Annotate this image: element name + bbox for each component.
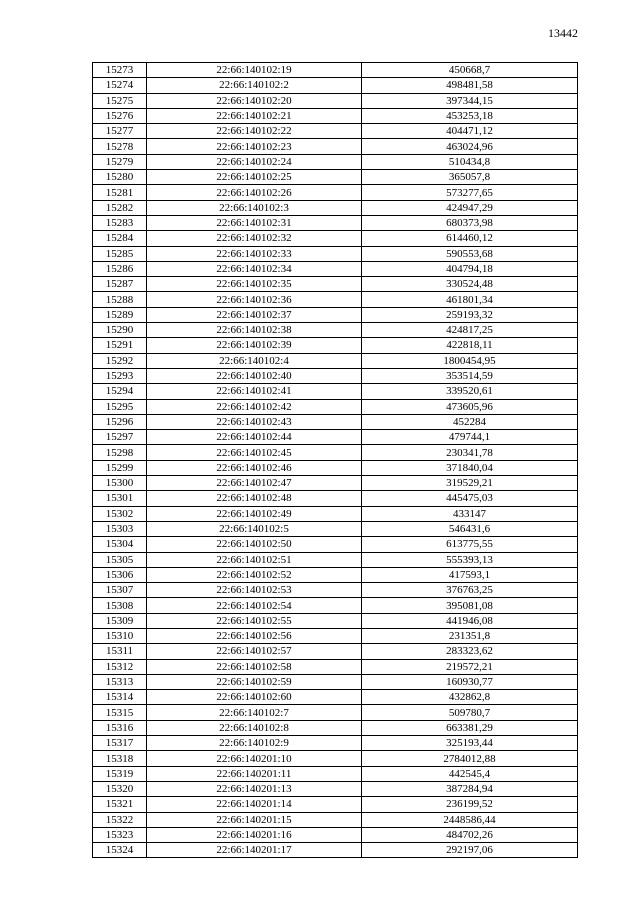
cadastral-number-cell: 22:66:140102:3 (147, 200, 362, 215)
cadastral-value-cell: 452284 (362, 414, 578, 429)
table-row (93, 277, 578, 292)
table-row (93, 674, 578, 689)
row-number-cell: 15284 (93, 231, 147, 246)
table-row (93, 491, 578, 506)
table-row (93, 445, 578, 460)
row-number-cell: 15302 (93, 506, 147, 521)
row-number-cell: 15294 (93, 384, 147, 399)
cadastral-value-cell: 219572,21 (362, 659, 578, 674)
cadastral-value-cell: 2784012,88 (362, 751, 578, 766)
cadastral-value-cell: 325193,44 (362, 736, 578, 751)
cadastral-number-cell: 22:66:140201:16 (147, 827, 362, 842)
cadastral-value-cell: 231351,8 (362, 628, 578, 643)
cadastral-value-cell: 498481,58 (362, 78, 578, 93)
row-number-cell: 15301 (93, 491, 147, 506)
cadastral-value-cell: 573277,65 (362, 185, 578, 200)
table-row (93, 430, 578, 445)
cadastral-value-cell: 663381,29 (362, 720, 578, 735)
cadastral-value-cell: 365057,8 (362, 170, 578, 185)
cadastral-value-cell: 484702,26 (362, 827, 578, 842)
table-row (93, 628, 578, 643)
row-number-cell: 15277 (93, 124, 147, 139)
row-number-cell: 15287 (93, 277, 147, 292)
row-number-cell: 15305 (93, 552, 147, 567)
cadastral-number-cell: 22:66:140102:50 (147, 537, 362, 552)
cadastral-number-cell: 22:66:140201:15 (147, 812, 362, 827)
table-row (93, 690, 578, 705)
cadastral-number-cell: 22:66:140102:33 (147, 246, 362, 261)
table-row (93, 384, 578, 399)
cadastral-value-cell: 479744,1 (362, 430, 578, 445)
row-number-cell: 15298 (93, 445, 147, 460)
row-number-cell: 15324 (93, 843, 147, 858)
table-row (93, 323, 578, 338)
row-number-cell: 15290 (93, 323, 147, 338)
cadastral-number-cell: 22:66:140102:46 (147, 460, 362, 475)
cadastral-number-cell: 22:66:140102:8 (147, 720, 362, 735)
row-number-cell: 15299 (93, 460, 147, 475)
cadastral-value-cell: 510434,8 (362, 154, 578, 169)
table-row (93, 414, 578, 429)
row-number-cell: 15319 (93, 766, 147, 781)
cadastral-value-cell: 395081,08 (362, 598, 578, 613)
table-body (93, 63, 578, 858)
table-row (93, 399, 578, 414)
row-number-cell: 15276 (93, 108, 147, 123)
cadastral-value-cell: 353514,59 (362, 368, 578, 383)
cadastral-value-cell: 555393,13 (362, 552, 578, 567)
row-number-cell: 15293 (93, 368, 147, 383)
cadastral-value-cell: 2448586,44 (362, 812, 578, 827)
cadastral-value-cell: 339520,61 (362, 384, 578, 399)
cadastral-number-cell: 22:66:140102:43 (147, 414, 362, 429)
row-number-cell: 15310 (93, 628, 147, 643)
table-row (93, 353, 578, 368)
row-number-cell: 15296 (93, 414, 147, 429)
table-row (93, 736, 578, 751)
cadastral-number-cell: 22:66:140102:9 (147, 736, 362, 751)
cadastral-value-cell: 292197,06 (362, 843, 578, 858)
table-row (93, 261, 578, 276)
cadastral-value-cell: 283323,62 (362, 644, 578, 659)
row-number-cell: 15316 (93, 720, 147, 735)
table-row (93, 200, 578, 215)
table-row (93, 720, 578, 735)
cadastral-number-cell: 22:66:140201:11 (147, 766, 362, 781)
row-number-cell: 15285 (93, 246, 147, 261)
cadastral-value-cell: 613775,55 (362, 537, 578, 552)
cadastral-value-cell: 546431,6 (362, 521, 578, 536)
row-number-cell: 15297 (93, 430, 147, 445)
row-number-cell: 15309 (93, 613, 147, 628)
cadastral-number-cell: 22:66:140102:41 (147, 384, 362, 399)
table-row (93, 583, 578, 598)
table-row (93, 292, 578, 307)
row-number-cell: 15308 (93, 598, 147, 613)
row-number-cell: 15281 (93, 185, 147, 200)
table-row (93, 537, 578, 552)
row-number-cell: 15274 (93, 78, 147, 93)
row-number-cell: 15288 (93, 292, 147, 307)
table-row (93, 170, 578, 185)
table-row (93, 567, 578, 582)
cadastral-value-cell: 424817,25 (362, 323, 578, 338)
cadastral-number-cell: 22:66:140102:5 (147, 521, 362, 536)
cadastral-number-cell: 22:66:140102:57 (147, 644, 362, 659)
cadastral-number-cell: 22:66:140102:21 (147, 108, 362, 123)
row-number-cell: 15314 (93, 690, 147, 705)
cadastral-number-cell: 22:66:140201:14 (147, 797, 362, 812)
cadastral-number-cell: 22:66:140102:32 (147, 231, 362, 246)
cadastral-number-cell: 22:66:140102:20 (147, 93, 362, 108)
table-row (93, 307, 578, 322)
cadastral-value-cell: 442545,4 (362, 766, 578, 781)
row-number-cell: 15300 (93, 476, 147, 491)
cadastral-number-cell: 22:66:140201:17 (147, 843, 362, 858)
table-row (93, 215, 578, 230)
table-row (93, 368, 578, 383)
cadastral-value-cell: 319529,21 (362, 476, 578, 491)
cadastral-value-cell: 397344,15 (362, 93, 578, 108)
cadastral-number-cell: 22:66:140102:56 (147, 628, 362, 643)
row-number-cell: 15286 (93, 261, 147, 276)
table-row (93, 338, 578, 353)
cadastral-number-cell: 22:66:140102:2 (147, 78, 362, 93)
table-row (93, 644, 578, 659)
table-row (93, 659, 578, 674)
row-number-cell: 15304 (93, 537, 147, 552)
cadastral-value-cell: 160930,77 (362, 674, 578, 689)
cadastral-value-cell: 450668,7 (362, 63, 578, 78)
cadastral-number-cell: 22:66:140102:59 (147, 674, 362, 689)
cadastral-number-cell: 22:66:140102:51 (147, 552, 362, 567)
table-row (93, 521, 578, 536)
cadastral-number-cell: 22:66:140102:25 (147, 170, 362, 185)
cadastral-value-cell: 461801,34 (362, 292, 578, 307)
cadastral-number-cell: 22:66:140102:55 (147, 613, 362, 628)
cadastral-number-cell: 22:66:140102:44 (147, 430, 362, 445)
cadastral-value-cell: 259193,32 (362, 307, 578, 322)
table-row (93, 476, 578, 491)
cadastral-value-table (92, 62, 578, 858)
cadastral-value-cell: 432862,8 (362, 690, 578, 705)
row-number-cell: 15323 (93, 827, 147, 842)
row-number-cell: 15313 (93, 674, 147, 689)
row-number-cell: 15291 (93, 338, 147, 353)
cadastral-number-cell: 22:66:140102:34 (147, 261, 362, 276)
cadastral-value-cell: 236199,52 (362, 797, 578, 812)
row-number-cell: 15278 (93, 139, 147, 154)
row-number-cell: 15289 (93, 307, 147, 322)
row-number-cell: 15318 (93, 751, 147, 766)
cadastral-value-cell: 433147 (362, 506, 578, 521)
table-row (93, 93, 578, 108)
cadastral-number-cell: 22:66:140102:52 (147, 567, 362, 582)
cadastral-value-cell: 590553,68 (362, 246, 578, 261)
table-row (93, 124, 578, 139)
cadastral-value-cell: 404794,18 (362, 261, 578, 276)
table-row (93, 613, 578, 628)
cadastral-number-cell: 22:66:140201:10 (147, 751, 362, 766)
cadastral-number-cell: 22:66:140102:60 (147, 690, 362, 705)
cadastral-number-cell: 22:66:140102:24 (147, 154, 362, 169)
cadastral-number-cell: 22:66:140102:47 (147, 476, 362, 491)
row-number-cell: 15306 (93, 567, 147, 582)
table-row (93, 766, 578, 781)
cadastral-number-cell: 22:66:140102:53 (147, 583, 362, 598)
cadastral-value-cell: 371840,04 (362, 460, 578, 475)
cadastral-number-cell: 22:66:140102:54 (147, 598, 362, 613)
cadastral-number-cell: 22:66:140102:39 (147, 338, 362, 353)
cadastral-number-cell: 22:66:140102:7 (147, 705, 362, 720)
table-row (93, 781, 578, 796)
row-number-cell: 15315 (93, 705, 147, 720)
table-row (93, 231, 578, 246)
cadastral-value-cell: 680373,98 (362, 215, 578, 230)
cadastral-number-cell: 22:66:140102:49 (147, 506, 362, 521)
cadastral-value-cell: 422818,11 (362, 338, 578, 353)
row-number-cell: 15273 (93, 63, 147, 78)
row-number-cell: 15322 (93, 812, 147, 827)
table-row (93, 185, 578, 200)
cadastral-number-cell: 22:66:140102:42 (147, 399, 362, 414)
cadastral-number-cell: 22:66:140201:13 (147, 781, 362, 796)
row-number-cell: 15275 (93, 93, 147, 108)
cadastral-value-cell: 417593,1 (362, 567, 578, 582)
cadastral-number-cell: 22:66:140102:4 (147, 353, 362, 368)
cadastral-number-cell: 22:66:140102:31 (147, 215, 362, 230)
table-row (93, 705, 578, 720)
table-row (93, 552, 578, 567)
row-number-cell: 15321 (93, 797, 147, 812)
cadastral-number-cell: 22:66:140102:36 (147, 292, 362, 307)
cadastral-value-cell: 424947,29 (362, 200, 578, 215)
cadastral-value-cell: 463024,96 (362, 139, 578, 154)
cadastral-number-cell: 22:66:140102:26 (147, 185, 362, 200)
table-row (93, 246, 578, 261)
table-row (93, 812, 578, 827)
cadastral-number-cell: 22:66:140102:45 (147, 445, 362, 460)
cadastral-number-cell: 22:66:140102:22 (147, 124, 362, 139)
cadastral-number-cell: 22:66:140102:58 (147, 659, 362, 674)
cadastral-number-cell: 22:66:140102:48 (147, 491, 362, 506)
row-number-cell: 15292 (93, 353, 147, 368)
cadastral-value-cell: 376763,25 (362, 583, 578, 598)
cadastral-value-cell: 330524,48 (362, 277, 578, 292)
row-number-cell: 15320 (93, 781, 147, 796)
cadastral-number-cell: 22:66:140102:19 (147, 63, 362, 78)
table-row (93, 139, 578, 154)
cadastral-number-cell: 22:66:140102:37 (147, 307, 362, 322)
table-row (93, 63, 578, 78)
row-number-cell: 15307 (93, 583, 147, 598)
row-number-cell: 15317 (93, 736, 147, 751)
cadastral-number-cell: 22:66:140102:40 (147, 368, 362, 383)
table-row (93, 843, 578, 858)
row-number-cell: 15282 (93, 200, 147, 215)
row-number-cell: 15295 (93, 399, 147, 414)
cadastral-value-cell: 445475,03 (362, 491, 578, 506)
table-row (93, 78, 578, 93)
cadastral-value-cell: 453253,18 (362, 108, 578, 123)
cadastral-number-cell: 22:66:140102:35 (147, 277, 362, 292)
cadastral-value-cell: 614460,12 (362, 231, 578, 246)
row-number-cell: 15311 (93, 644, 147, 659)
page-number: 13442 (548, 26, 578, 40)
row-number-cell: 15303 (93, 521, 147, 536)
table-row (93, 751, 578, 766)
cadastral-number-cell: 22:66:140102:38 (147, 323, 362, 338)
table-row (93, 827, 578, 842)
cadastral-value-cell: 1800454,95 (362, 353, 578, 368)
cadastral-value-cell: 441946,08 (362, 613, 578, 628)
row-number-cell: 15312 (93, 659, 147, 674)
table-row (93, 154, 578, 169)
row-number-cell: 15280 (93, 170, 147, 185)
table-row (93, 506, 578, 521)
cadastral-value-cell: 387284,94 (362, 781, 578, 796)
table-row (93, 460, 578, 475)
cadastral-value-cell: 473605,96 (362, 399, 578, 414)
table-row (93, 797, 578, 812)
cadastral-value-cell: 230341,78 (362, 445, 578, 460)
table-row (93, 598, 578, 613)
cadastral-value-cell: 404471,12 (362, 124, 578, 139)
cadastral-number-cell: 22:66:140102:23 (147, 139, 362, 154)
table-row (93, 108, 578, 123)
cadastral-value-cell: 509780,7 (362, 705, 578, 720)
row-number-cell: 15283 (93, 215, 147, 230)
row-number-cell: 15279 (93, 154, 147, 169)
